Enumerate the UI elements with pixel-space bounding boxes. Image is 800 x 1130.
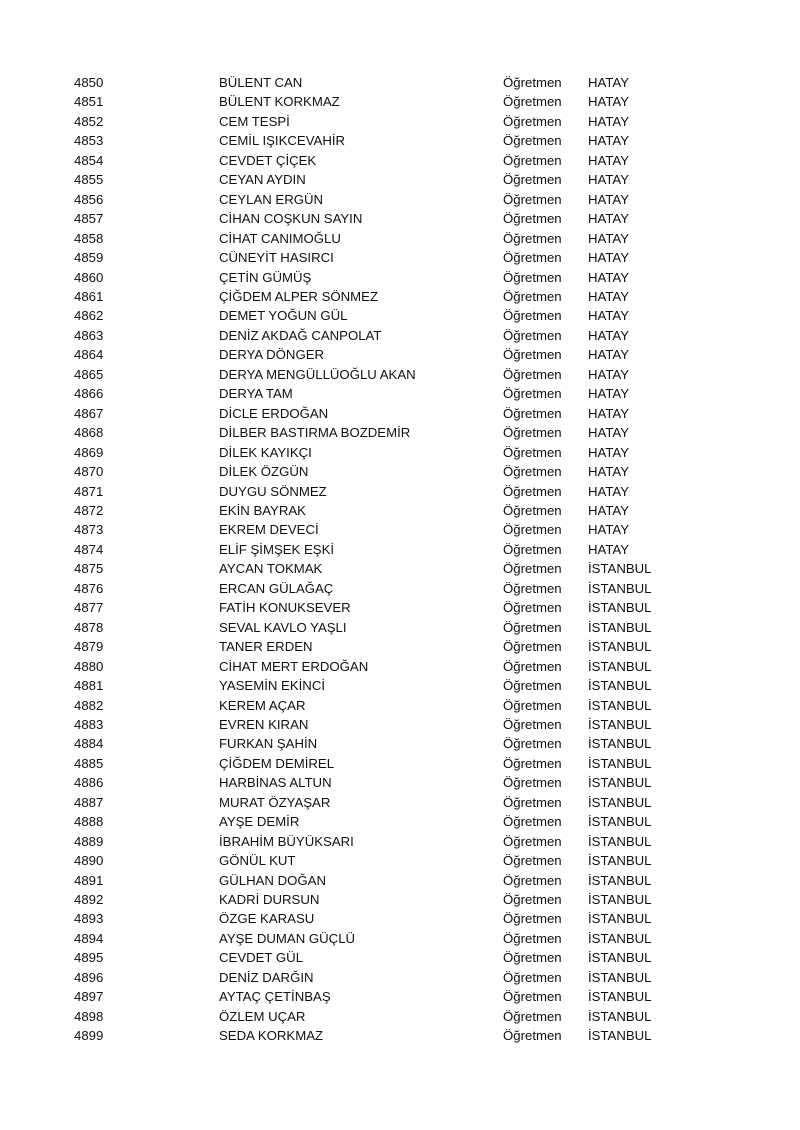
table-row [74, 715, 708, 734]
person-name: KEREM AÇAR [219, 697, 306, 713]
person-role: Öğretmen [503, 308, 562, 324]
person-name: TANER ERDEN [219, 639, 313, 655]
row-number: 4876 [74, 580, 104, 596]
table-row [74, 812, 708, 831]
person-role: Öğretmen [503, 892, 562, 908]
person-role: Öğretmen [503, 775, 562, 791]
person-role: Öğretmen [503, 113, 562, 129]
person-city: İSTANBUL [588, 853, 652, 869]
row-number: 4864 [74, 347, 104, 363]
row-number: 4862 [74, 308, 104, 324]
row-number: 4873 [74, 522, 104, 538]
table-row [74, 832, 708, 851]
person-name: DERYA DÖNGER [219, 347, 325, 363]
table-row [74, 151, 708, 170]
person-name: KADRİ DURSUN [219, 892, 320, 908]
person-name: CİHAT MERT ERDOĞAN [219, 658, 369, 674]
person-name: DİCLE ERDOĞAN [219, 405, 329, 421]
person-role: Öğretmen [503, 152, 562, 168]
person-city: HATAY [588, 152, 630, 168]
person-city: İSTANBUL [588, 969, 652, 985]
person-name: AYŞE DEMİR [219, 814, 300, 830]
person-name: DERYA TAM [219, 386, 293, 402]
table-row [74, 851, 708, 870]
row-number: 4889 [74, 833, 104, 849]
person-name: FATİH KONUKSEVER [219, 600, 351, 616]
person-city: İSTANBUL [588, 950, 652, 966]
person-name: EKİN BAYRAK [219, 502, 306, 518]
table-row [74, 248, 708, 267]
row-number: 4893 [74, 911, 104, 927]
person-name: DEMET YOĞUN GÜL [219, 308, 348, 324]
person-city: İSTANBUL [588, 872, 652, 888]
person-city: HATAY [588, 483, 630, 499]
table-row [74, 948, 708, 967]
table-row [74, 734, 708, 753]
row-number: 4855 [74, 172, 104, 188]
table-row [74, 229, 708, 248]
person-city: İSTANBUL [588, 716, 652, 732]
person-role: Öğretmen [503, 872, 562, 888]
person-city: HATAY [588, 522, 630, 538]
table-row [74, 287, 708, 306]
table-row [74, 170, 708, 189]
person-city: İSTANBUL [588, 619, 652, 635]
row-number: 4890 [74, 853, 104, 869]
person-role: Öğretmen [503, 658, 562, 674]
person-city: HATAY [588, 347, 630, 363]
row-number: 4875 [74, 561, 104, 577]
row-number: 4882 [74, 697, 104, 713]
table-row [74, 987, 708, 1006]
row-number: 4858 [74, 230, 104, 246]
person-name: HARBİNAS ALTUN [219, 775, 332, 791]
row-number: 4879 [74, 639, 104, 655]
person-name: İBRAHİM BÜYÜKSARI [219, 833, 354, 849]
person-city: İSTANBUL [588, 775, 652, 791]
person-role: Öğretmen [503, 425, 562, 441]
person-role: Öğretmen [503, 522, 562, 538]
table-row [74, 345, 708, 364]
person-city: İSTANBUL [588, 1008, 652, 1024]
row-number: 4896 [74, 969, 104, 985]
person-city: HATAY [588, 230, 630, 246]
person-name: DİLEK KAYIKÇI [219, 444, 312, 460]
person-role: Öğretmen [503, 230, 562, 246]
table-row [74, 559, 708, 578]
personnel-table [74, 73, 708, 1046]
person-name: EVREN KIRAN [219, 716, 309, 732]
person-role: Öğretmen [503, 172, 562, 188]
table-row [74, 306, 708, 325]
person-role: Öğretmen [503, 483, 562, 499]
row-number: 4861 [74, 288, 104, 304]
row-number: 4850 [74, 75, 104, 90]
person-name: AYTAÇ ÇETİNBAŞ [219, 989, 331, 1005]
row-number: 4854 [74, 152, 104, 168]
person-city: HATAY [588, 269, 630, 285]
person-name: BÜLENT KORKMAZ [219, 94, 340, 110]
person-role: Öğretmen [503, 950, 562, 966]
table-row [74, 540, 708, 559]
person-city: İSTANBUL [588, 658, 652, 674]
person-role: Öğretmen [503, 794, 562, 810]
person-city: İSTANBUL [588, 833, 652, 849]
person-name: DİLEK ÖZGÜN [219, 464, 309, 480]
person-city: İSTANBUL [588, 561, 652, 577]
table-row [74, 871, 708, 890]
person-role: Öğretmen [503, 347, 562, 363]
person-role: Öğretmen [503, 716, 562, 732]
person-city: HATAY [588, 75, 630, 90]
person-name: CİHAT CANIMOĞLU [219, 230, 341, 246]
person-name: GÖNÜL KUT [219, 853, 296, 869]
person-city: İSTANBUL [588, 678, 652, 694]
person-role: Öğretmen [503, 191, 562, 207]
person-name: CEVDET GÜL [219, 950, 304, 966]
table-row [74, 190, 708, 209]
person-city: İSTANBUL [588, 580, 652, 596]
person-role: Öğretmen [503, 814, 562, 830]
person-name: ELİF ŞİMŞEK EŞKİ [219, 541, 335, 557]
table-row [74, 637, 708, 656]
person-name: EKREM DEVECİ [219, 522, 319, 538]
person-name: ÇİĞDEM DEMİREL [219, 755, 335, 771]
person-name: BÜLENT CAN [219, 75, 303, 90]
table-row [74, 890, 708, 909]
person-role: Öğretmen [503, 697, 562, 713]
row-number: 4851 [74, 94, 104, 110]
person-role: Öğretmen [503, 211, 562, 227]
person-city: HATAY [588, 405, 630, 421]
table-row [74, 209, 708, 228]
person-name: ERCAN GÜLAĞAÇ [219, 580, 334, 596]
row-number: 4867 [74, 405, 104, 421]
table-row [74, 696, 708, 715]
person-role: Öğretmen [503, 600, 562, 616]
row-number: 4870 [74, 464, 104, 480]
row-number: 4869 [74, 444, 104, 460]
person-city: HATAY [588, 386, 630, 402]
table-row [74, 1007, 708, 1026]
person-role: Öğretmen [503, 1008, 562, 1024]
table-row [74, 268, 708, 287]
person-name: DİLBER BASTIRMA BOZDEMİR [219, 425, 411, 441]
person-name: GÜLHAN DOĞAN [219, 872, 326, 888]
table-row [74, 92, 708, 111]
person-city: HATAY [588, 113, 630, 129]
person-role: Öğretmen [503, 853, 562, 869]
person-role: Öğretmen [503, 930, 562, 946]
person-role: Öğretmen [503, 755, 562, 771]
person-name: CEM TESPİ [219, 113, 290, 129]
table-row [74, 754, 708, 773]
row-number: 4866 [74, 386, 104, 402]
person-city: HATAY [588, 366, 630, 382]
person-role: Öğretmen [503, 386, 562, 402]
person-city: İSTANBUL [588, 911, 652, 927]
table-row [74, 520, 708, 539]
row-number: 4852 [74, 113, 104, 129]
row-number: 4853 [74, 133, 104, 149]
table-row [74, 326, 708, 345]
person-city: HATAY [588, 191, 630, 207]
person-city: HATAY [588, 250, 630, 266]
person-city: İSTANBUL [588, 814, 652, 830]
table-row [74, 909, 708, 928]
table-row [74, 501, 708, 520]
person-name: CÜNEYİT HASIRCI [219, 250, 334, 266]
row-number: 4872 [74, 502, 104, 518]
table-row [74, 579, 708, 598]
person-role: Öğretmen [503, 580, 562, 596]
row-number: 4860 [74, 269, 104, 285]
person-role: Öğretmen [503, 541, 562, 557]
row-number: 4887 [74, 794, 104, 810]
person-city: HATAY [588, 211, 630, 227]
person-name: CEYLAN ERGÜN [219, 191, 324, 207]
row-number: 4857 [74, 211, 104, 227]
row-number: 4863 [74, 327, 104, 343]
person-name: CEYAN AYDIN [219, 172, 306, 188]
person-role: Öğretmen [503, 678, 562, 694]
row-number: 4892 [74, 892, 104, 908]
row-number: 4859 [74, 250, 104, 266]
person-city: İSTANBUL [588, 930, 652, 946]
person-name: ÇETİN GÜMÜŞ [219, 269, 312, 285]
person-city: HATAY [588, 444, 630, 460]
person-city: İSTANBUL [588, 1028, 652, 1044]
person-city: İSTANBUL [588, 736, 652, 752]
person-role: Öğretmen [503, 619, 562, 635]
person-name: CEVDET ÇİÇEK [219, 152, 317, 168]
person-role: Öğretmen [503, 561, 562, 577]
person-name: FURKAN ŞAHİN [219, 736, 318, 752]
table-row [74, 423, 708, 442]
person-city: HATAY [588, 502, 630, 518]
table-row [74, 131, 708, 150]
person-name: ÖZLEM UÇAR [219, 1008, 306, 1024]
person-name: CİHAN COŞKUN SAYIN [219, 211, 363, 227]
row-number: 4871 [74, 483, 104, 499]
person-role: Öğretmen [503, 833, 562, 849]
row-number: 4865 [74, 366, 104, 382]
person-city: İSTANBUL [588, 892, 652, 908]
person-role: Öğretmen [503, 464, 562, 480]
row-number: 4891 [74, 872, 104, 888]
person-city: HATAY [588, 327, 630, 343]
person-name: DENİZ DARĞIN [219, 969, 314, 985]
table-row [74, 618, 708, 637]
person-name: ÇİĞDEM ALPER SÖNMEZ [219, 288, 379, 304]
table-row [74, 676, 708, 695]
table-row [74, 73, 708, 92]
person-name: DENİZ AKDAĞ CANPOLAT [219, 327, 382, 343]
row-number: 4881 [74, 678, 104, 694]
row-number: 4874 [74, 541, 104, 557]
person-city: HATAY [588, 172, 630, 188]
table-row [74, 443, 708, 462]
table-row [74, 384, 708, 403]
row-number: 4895 [74, 950, 104, 966]
person-city: İSTANBUL [588, 989, 652, 1005]
row-number: 4898 [74, 1008, 104, 1024]
table-row [74, 112, 708, 131]
row-number: 4883 [74, 716, 104, 732]
person-name: MURAT ÖZYAŞAR [219, 794, 331, 810]
row-number: 4856 [74, 191, 104, 207]
table-row [74, 1026, 708, 1045]
person-role: Öğretmen [503, 366, 562, 382]
table-row [74, 929, 708, 948]
person-city: HATAY [588, 308, 630, 324]
person-role: Öğretmen [503, 133, 562, 149]
table-row [74, 793, 708, 812]
row-number: 4894 [74, 930, 104, 946]
person-role: Öğretmen [503, 969, 562, 985]
personnel-table-body [74, 73, 708, 1046]
person-city: HATAY [588, 94, 630, 110]
person-role: Öğretmen [503, 94, 562, 110]
person-name: DUYGU SÖNMEZ [219, 483, 327, 499]
person-city: HATAY [588, 541, 630, 557]
person-city: İSTANBUL [588, 794, 652, 810]
row-number: 4899 [74, 1028, 104, 1044]
person-name: SEDA KORKMAZ [219, 1028, 324, 1044]
person-city: HATAY [588, 288, 630, 304]
person-role: Öğretmen [503, 502, 562, 518]
person-name: YASEMİN EKİNCİ [219, 678, 326, 694]
person-role: Öğretmen [503, 250, 562, 266]
person-role: Öğretmen [503, 444, 562, 460]
person-city: HATAY [588, 464, 630, 480]
row-number: 4868 [74, 425, 104, 441]
person-role: Öğretmen [503, 989, 562, 1005]
person-name: ÖZGE KARASU [219, 911, 315, 927]
table-row [74, 365, 708, 384]
row-number: 4885 [74, 755, 104, 771]
person-name: AYŞE DUMAN GÜÇLÜ [219, 930, 356, 946]
person-city: HATAY [588, 425, 630, 441]
person-city: HATAY [588, 133, 630, 149]
table-row [74, 482, 708, 501]
table-row [74, 968, 708, 987]
table-row [74, 773, 708, 792]
table-row [74, 462, 708, 481]
person-name: SEVAL KAVLO YAŞLI [219, 619, 347, 635]
row-number: 4886 [74, 775, 104, 791]
person-city: İSTANBUL [588, 639, 652, 655]
table-row [74, 657, 708, 676]
row-number: 4888 [74, 814, 104, 830]
person-role: Öğretmen [503, 75, 562, 90]
person-role: Öğretmen [503, 405, 562, 421]
row-number: 4878 [74, 619, 104, 635]
person-role: Öğretmen [503, 327, 562, 343]
person-role: Öğretmen [503, 1028, 562, 1044]
person-name: AYCAN TOKMAK [219, 561, 323, 577]
person-name: CEMİL IŞIKCEVAHİR [219, 133, 346, 149]
person-city: İSTANBUL [588, 600, 652, 616]
person-role: Öğretmen [503, 269, 562, 285]
person-city: İSTANBUL [588, 697, 652, 713]
table-row [74, 598, 708, 617]
person-role: Öğretmen [503, 736, 562, 752]
table-row [74, 404, 708, 423]
person-name: DERYA MENGÜLLÜOĞLU AKAN [219, 366, 416, 382]
person-role: Öğretmen [503, 639, 562, 655]
row-number: 4880 [74, 658, 104, 674]
row-number: 4884 [74, 736, 104, 752]
person-role: Öğretmen [503, 911, 562, 927]
person-role: Öğretmen [503, 288, 562, 304]
row-number: 4897 [74, 989, 104, 1005]
row-number: 4877 [74, 600, 104, 616]
person-city: İSTANBUL [588, 755, 652, 771]
